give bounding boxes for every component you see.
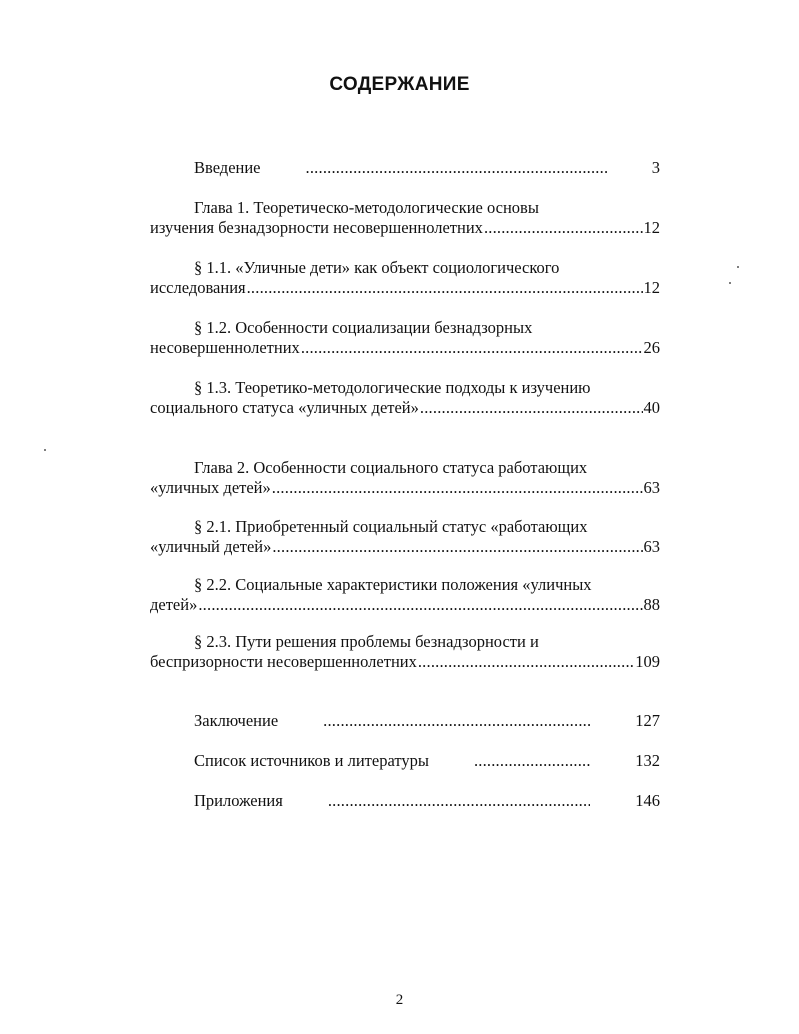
dot-leader xyxy=(272,537,642,557)
toc-entry-chapter-1[interactable] xyxy=(150,198,660,238)
toc-entry-label: Глава 1. Теоретическо-методологические основы xyxy=(194,198,539,217)
toc-page-number: 109 xyxy=(635,652,660,671)
toc-entry-section-2-1[interactable] xyxy=(150,517,660,557)
toc-entry-label-continued: «уличных детей» xyxy=(150,478,271,497)
toc-entry-introduction[interactable] xyxy=(150,158,660,178)
toc-entry-label: § 2.2. Социальные характеристики положения «уличных xyxy=(194,575,592,594)
toc-page-number: 40 xyxy=(643,398,660,417)
dot-leader xyxy=(284,791,590,811)
dot-leader xyxy=(198,595,642,615)
toc-entry-section-2-3[interactable] xyxy=(150,632,660,672)
toc-entry-label: § 2.3. Пути решения проблемы безнадзорности и xyxy=(194,632,539,651)
toc-entry-label-continued: социального статуса «уличных детей» xyxy=(150,398,419,417)
toc-entry-label: Заключение xyxy=(194,711,279,730)
toc-entry-section-1-1[interactable] xyxy=(150,258,660,298)
toc-page-number: 127 xyxy=(635,711,660,730)
toc-entry-label-continued: несовершеннолетних xyxy=(150,338,300,357)
toc-page-number: 63 xyxy=(643,537,660,556)
dot-leader xyxy=(247,278,643,298)
toc-entry-chapter-2[interactable] xyxy=(150,458,660,498)
toc-entry-label-continued: детей» xyxy=(150,595,198,614)
toc-entry-conclusion[interactable] xyxy=(150,711,660,731)
scan-speck xyxy=(737,266,739,268)
toc-entry-label-continued: изучения безнадзорности несовершеннолетних xyxy=(150,218,483,237)
toc-page-number: 88 xyxy=(643,595,660,614)
toc-page-number: 146 xyxy=(635,791,660,810)
dot-leader xyxy=(420,398,643,418)
toc-page-number: 3 xyxy=(651,158,660,177)
toc-entry-label: Глава 2. Особенности социального статуса работающих xyxy=(194,458,588,477)
toc-entry-label-continued: беспризорности несовершеннолетних xyxy=(150,652,417,671)
scan-speck xyxy=(44,449,46,451)
toc-entry-label-continued: «уличный детей» xyxy=(150,537,272,556)
toc-entry-section-2-2[interactable] xyxy=(150,575,660,615)
dot-leader xyxy=(272,478,643,498)
toc-page-number: 132 xyxy=(635,751,660,770)
toc-page-number: 12 xyxy=(643,218,660,237)
dot-leader xyxy=(262,158,607,178)
toc-entry-label: § 1.1. «Уличные дети» как объект социологического xyxy=(194,258,560,277)
page-title: СОДЕРЖАНИЕ xyxy=(329,74,470,95)
toc-entry-label-continued: исследования xyxy=(150,278,246,297)
toc-entry-appendices[interactable] xyxy=(150,791,660,811)
toc-entry-label: § 2.1. Приобретенный социальный статус «работающих xyxy=(194,517,588,536)
dot-leader xyxy=(279,711,590,731)
dot-leader xyxy=(418,652,634,672)
toc-page-number: 63 xyxy=(643,478,660,497)
toc-entry-label: § 1.2. Особенности социализации безнадзорных xyxy=(194,318,533,337)
toc-entry-section-1-2[interactable] xyxy=(150,318,660,358)
toc-entry-label: Приложения xyxy=(194,791,283,810)
toc-page-number: 26 xyxy=(643,338,660,357)
page-number: 2 xyxy=(395,992,404,1008)
toc-entry-label: Список источников и литературы xyxy=(194,751,429,770)
toc-entry-section-1-3[interactable] xyxy=(150,378,660,418)
dot-leader xyxy=(430,751,590,771)
dot-leader xyxy=(484,218,643,238)
toc-entry-bibliography[interactable] xyxy=(150,751,660,771)
scan-speck xyxy=(729,282,731,284)
toc-entry-label: § 1.3. Теоретико-методологические подходы к изучению xyxy=(194,378,591,397)
dot-leader xyxy=(301,338,643,358)
toc-entry-label: Введение xyxy=(194,158,261,177)
toc-page-number: 12 xyxy=(643,278,660,297)
